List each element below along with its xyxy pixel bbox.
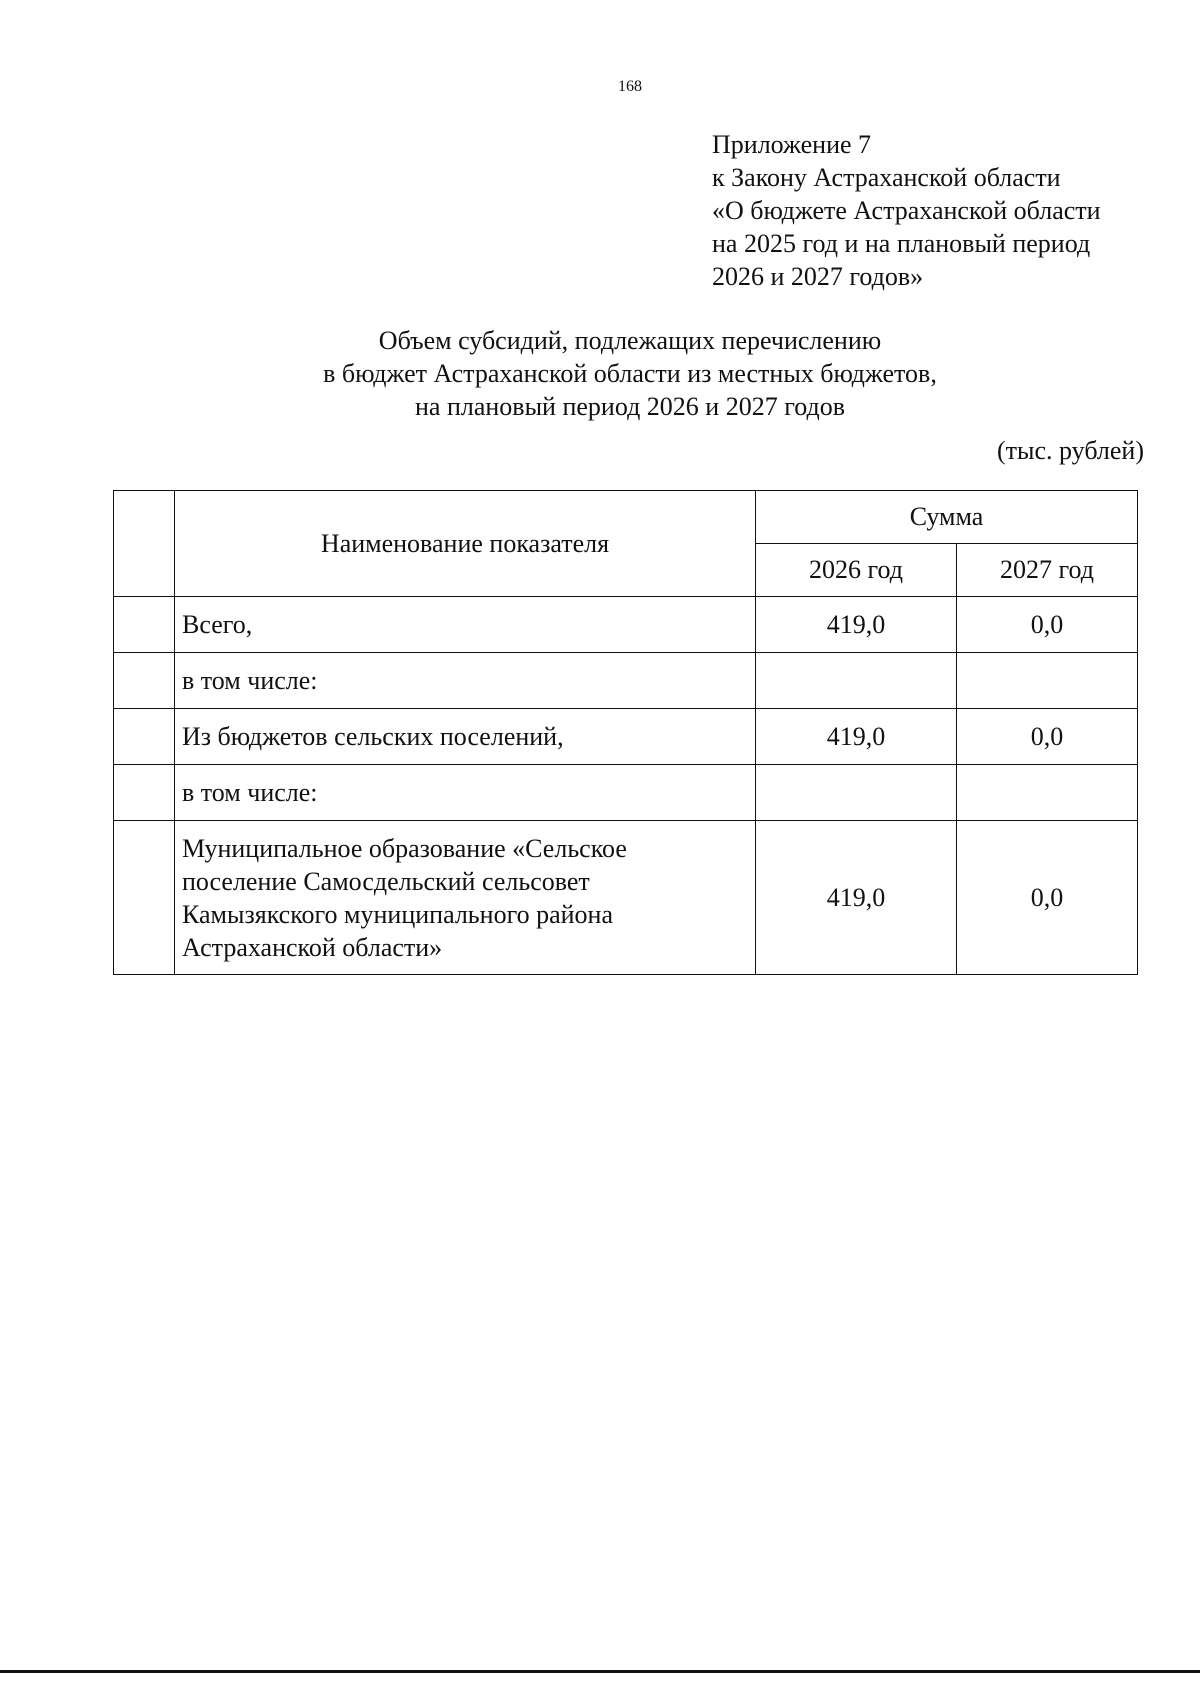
page-number: 168 xyxy=(618,78,642,95)
subsidies-table xyxy=(113,490,1138,975)
table-row xyxy=(114,765,1138,821)
value-2026 xyxy=(756,653,957,709)
blank-header-cell xyxy=(114,491,175,597)
table-row xyxy=(114,821,1138,975)
units-label: (тыс. рублей) xyxy=(996,436,1144,465)
table-row xyxy=(114,597,1138,653)
value-2026: 419,0 xyxy=(756,709,957,765)
title-line: на плановый период 2026 и 2027 годов xyxy=(415,392,845,421)
appendix-line: «О бюджете Астраханской области xyxy=(712,196,1101,225)
sum-column-header: Сумма xyxy=(756,491,1138,544)
blank-cell xyxy=(114,765,175,821)
value-2027: 0,0 xyxy=(957,709,1138,765)
document-title xyxy=(0,324,1200,423)
row-name: Из бюджетов сельских поселений, xyxy=(175,709,756,765)
value-2027: 0,0 xyxy=(957,597,1138,653)
value-2026: 419,0 xyxy=(756,821,957,975)
blank-cell xyxy=(114,653,175,709)
row-name-line: Муниципальное образование «Сельское xyxy=(182,833,627,863)
appendix-line: 2026 и 2027 годов» xyxy=(712,262,924,291)
table-header-row xyxy=(114,491,1138,544)
value-2027: 0,0 xyxy=(957,821,1138,975)
footer-divider xyxy=(0,1670,1200,1673)
value-2026 xyxy=(756,765,957,821)
table-row xyxy=(114,653,1138,709)
row-name-line: поселение Самосдельский сельсовет xyxy=(182,866,590,896)
row-name: в том числе: xyxy=(175,653,756,709)
value-2027 xyxy=(957,653,1138,709)
row-name: Всего, xyxy=(175,597,756,653)
blank-cell xyxy=(114,597,175,653)
value-2027 xyxy=(957,765,1138,821)
title-line: Объем субсидий, подлежащих перечислению xyxy=(378,326,882,355)
year-2026-header: 2026 год xyxy=(756,544,957,597)
row-name-line: Астраханской области» xyxy=(182,932,443,962)
blank-cell xyxy=(114,821,175,975)
blank-cell xyxy=(114,709,175,765)
name-column-header: Наименование показателя xyxy=(175,491,756,597)
table-row xyxy=(114,709,1138,765)
row-name-line: Камызякского муниципального района xyxy=(182,899,614,929)
row-name: в том числе: xyxy=(175,765,756,821)
appendix-line: Приложение 7 xyxy=(712,130,872,159)
appendix-line: на 2025 год и на плановый период xyxy=(712,229,1091,258)
row-name xyxy=(175,821,756,975)
appendix-header xyxy=(712,128,1101,293)
value-2026: 419,0 xyxy=(756,597,957,653)
appendix-line: к Закону Астраханской области xyxy=(712,163,1061,192)
title-line: в бюджет Астраханской области из местных бюджетов, xyxy=(323,359,937,388)
year-2027-header: 2027 год xyxy=(957,544,1138,597)
